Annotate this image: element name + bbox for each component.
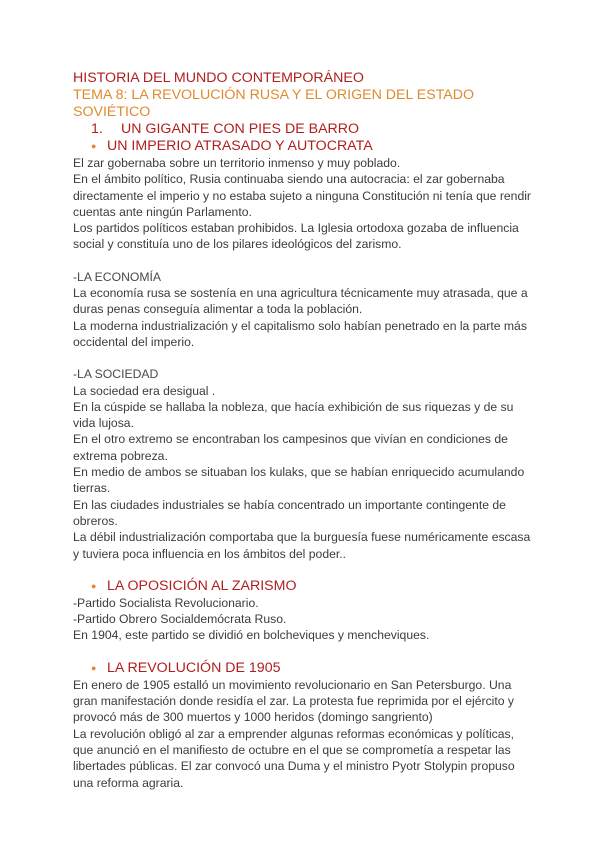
text-line: vida lujosa. [73, 416, 134, 431]
spacer [73, 253, 543, 269]
text-line: una reforma agraria. [73, 775, 184, 790]
bullet-icon: ● [91, 580, 97, 591]
document-content [73, 70, 543, 791]
text-line: El zar gobernaba sobre un territorio inmenso y muy poblado. [73, 156, 401, 170]
text-line: En 1904, este partido se dividió en bolcheviques y mencheviques. [73, 628, 430, 643]
text-line: social y constituía uno de los pilares ideológicos del zarismo. [73, 237, 402, 252]
subheading-sociedad: -LA SOCIEDAD [73, 367, 159, 382]
bullet-icon: ● [91, 662, 97, 673]
text-line: duras penas conseguía alimentar a toda la población. [73, 302, 363, 317]
text-line: En medio de ambos se situaban los kulaks, que se habían enriquecido acumulando [73, 465, 525, 480]
document-subtitle: TEMA 8: LA REVOLUCIÓN RUSA Y EL ORIGEN DEL ESTADO SOVIÉTICO [73, 87, 475, 120]
text-line: y tuviera poca influencia en los ámbitos del poder.. [73, 546, 347, 561]
bullet-heading-text: LA OPOSICIÓN AL ZARISMO [107, 577, 297, 594]
text-line: libertades públicas. El zar convocó una Duma y el ministro Pyotr Stolypin propuso [73, 759, 515, 774]
bullet-heading-text: LA REVOLUCIÓN DE 1905 [107, 659, 281, 676]
spacer [73, 562, 543, 578]
text-line: occidental del imperio. [73, 334, 195, 349]
bullet-icon: ● [91, 141, 97, 151]
bullet-heading-oposicion [91, 578, 543, 595]
text-line: En la cúspide se hallaba la nobleza, que hacía exhibición de sus riquezas y de su [73, 399, 514, 414]
bullet-heading-imperio [91, 138, 543, 155]
text-line: extrema pobreza. [73, 448, 168, 463]
economia-paragraph [73, 285, 543, 350]
text-line: En las ciudades industriales se había concentrado un importante contingente de [73, 497, 506, 512]
document-title: HISTORIA DEL MUNDO CONTEMPORÁNEO [73, 70, 364, 86]
bullet-heading-revolucion [91, 660, 543, 677]
sociedad-paragraph [73, 383, 543, 562]
section-number: 1. [91, 121, 103, 137]
text-line: La débil industrialización comportaba que la burguesía fuese numéricamente escasa [73, 530, 531, 545]
subheading-economia: -LA ECONOMÍA [73, 269, 162, 284]
text-line: En el otro extremo se encontraban los campesinos que vivían en condiciones de [73, 432, 508, 447]
section-heading-text: UN GIGANTE CON PIES DE BARRO [121, 121, 360, 137]
text-line: -Partido Socialista Revolucionario. [73, 595, 259, 610]
spacer [73, 350, 543, 366]
oposicion-paragraph [73, 595, 543, 644]
text-line: La sociedad era desigual . [73, 383, 216, 398]
text-line: En enero de 1905 estalló un movimiento revolucionario en San Petersburgo. Una [73, 677, 512, 692]
text-line: cuentas ante ningún Parlamento. [73, 204, 252, 219]
text-line: La moderna industrialización y el capitalismo solo habían penetrado en la parte más [73, 318, 527, 333]
text-line: tierras. [73, 481, 111, 496]
text-line: directamente el imperio y no estaba sujeto a ninguna Constitución ni tenía que rendir [73, 188, 531, 203]
imperio-paragraph [73, 155, 543, 253]
text-line: -Partido Obrero Socialdemócrata Ruso. [73, 612, 287, 627]
spacer [73, 644, 543, 660]
text-line: La revolución obligó al zar a emprender algunas reformas económicas y políticas, [73, 726, 515, 741]
text-line: que anunció en el manifiesto de octubre en el que se comprometía a respetar las [73, 742, 511, 757]
section-heading-1 [91, 121, 543, 138]
bullet-heading-text: UN IMPERIO ATRASADO Y AUTOCRATA [107, 138, 373, 154]
text-line: La economía rusa se sostenía en una agricultura técnicamente muy atrasada, que a [73, 286, 528, 301]
revolucion-paragraph [73, 677, 543, 791]
text-line: Los partidos políticos estaban prohibidos. La Iglesia ortodoxa gozaba de influencia [73, 221, 519, 236]
text-line: provocó más de 300 muertos y 1000 heridos (domingo sangriento) [73, 710, 433, 725]
text-line: En el ámbito político, Rusia continuaba siendo una autocracia: el zar gobernaba [73, 172, 505, 187]
text-line: obreros. [73, 513, 118, 528]
text-line: gran manifestación donde residía el zar. La protesta fue reprimida por el ejército y [73, 694, 515, 709]
